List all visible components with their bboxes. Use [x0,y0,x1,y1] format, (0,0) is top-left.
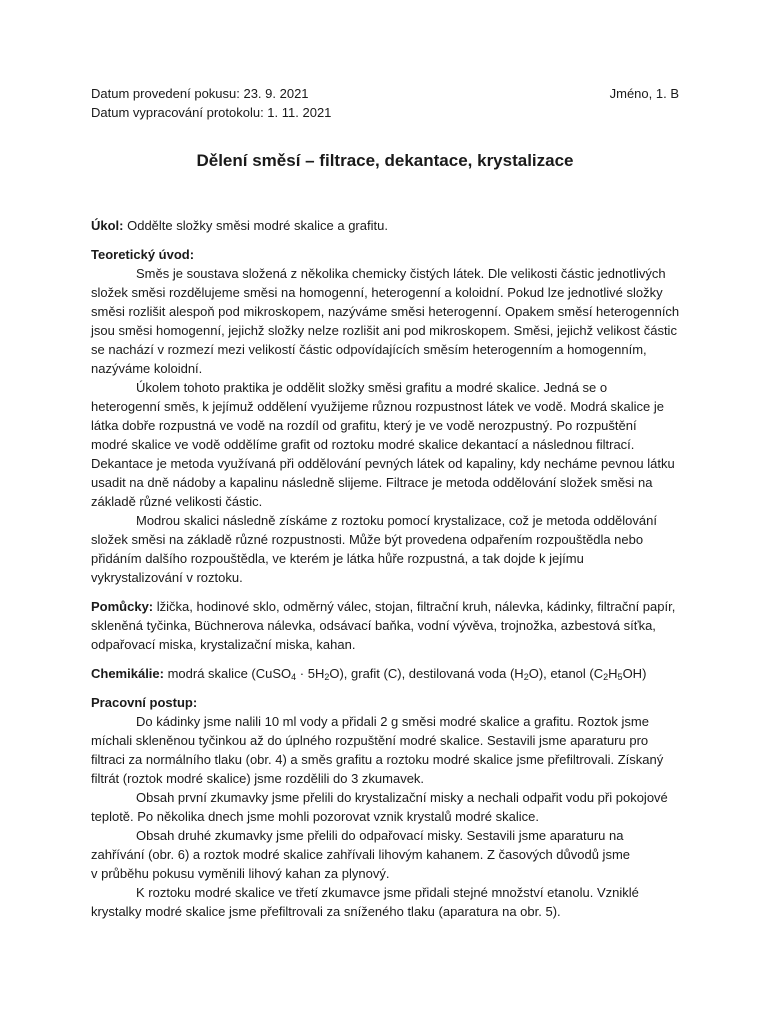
subscript: 4 [291,672,297,682]
chemicals-text: · 5H [296,666,325,681]
theory-line: nazýváme koloidní. [91,361,203,376]
procedure-line: Obsah první zkumavky jsme přelili do krystalizační misky a nechali odpařit vodu při pokojové [136,790,668,805]
subscript: 2 [523,672,529,682]
theory-line: složek směsi na základě různé rozpustnosti. Může být provedena odpařením rozpouštědla nebo [91,532,644,547]
theory-line: látka dobře rozpustná ve vodě na rozdíl od grafitu, který je ve vodě nerozpustný. Po rozpuštění [91,418,637,433]
theory-heading: Teoretický úvod: [91,247,195,262]
theory-line: se nachází v rozmezí mezi velikostí částic odpovídajících směsím heterogenním a homogenním, [91,342,647,357]
theory-line: základě různé velikosti částic. [91,494,263,509]
date-performed: Datum provedení pokusu: 23. 9. 2021 [91,86,309,101]
procedure-line: Do kádinky jsme nalili 10 ml vody a přidali 2 g směsi modré skalice a grafitu. Roztok jsme [136,714,649,729]
subscript: 2 [324,672,330,682]
theory-line: Úkolem tohoto praktika je oddělit složky směsi grafitu a modré skalice. Jedná se o [136,380,608,395]
date-processed: Datum vypracování protokolu: 1. 11. 2021 [91,105,332,120]
theory-line: Směs je soustava složená z několika chemicky čistých látek. Dle velikosti částic jednotlivých [136,266,666,281]
theory-line: usadit na dně nádoby a kapalinu následně slijeme. Filtrace je metoda oddělování složek směsi na [91,475,653,490]
theory-line: složek směsi rozdělujeme směsi na homogenní, heterogenní a koloidní. Pokud lze jednotlivé složky [91,285,663,300]
subscript: 5 [617,672,623,682]
theory-line: vykrystalizování v roztoku. [91,570,243,585]
procedure-line: teplotě. Po několika dnech jsme mohli pozorovat vznik krystalů modré skalice. [91,809,539,824]
document-title: Dělení směsí – filtrace, dekantace, krystalizace [196,151,574,170]
chemicals-text: modrá skalice (CuSO [163,666,292,681]
procedure-line: filtraci za normálního tlaku (obr. 4) a směs grafitu a roztoku modré skalice jsme přefiltrovali. Získaný [91,752,664,767]
procedure-line: Obsah druhé zkumavky jsme přelili do odpařovací misky. Sestavili jsme aparaturu na [136,828,624,843]
theory-line: modré skalice ve vodě oddělíme grafit od roztoku modré skalice dekantací a následnou filtrací. [91,437,635,452]
procedure-line: zahřívání (obr. 6) a roztok modré skalice zahřívali lihovým kahanem. Z časových důvodů jsme [91,847,631,862]
chemicals-text: O), grafit (C), destilovaná voda (H [329,666,524,681]
header-row [91,84,679,103]
theory-line: jsou směsi homogenní, jejichž složky nelze rozlišit ani pod mikroskopem. Směsi, jejichž velikost částic [91,323,677,338]
subscript: 2 [603,672,609,682]
tools-section [91,597,679,616]
task-section [91,216,679,235]
tools-line: skleněná tyčinka, Büchnerova nálevka, odsávací baňka, vodní vývěva, trojnožka, azbestová síťka, [91,618,656,633]
chemicals-label: Chemikálie: [91,666,164,681]
tools-line: lžička, hodinové sklo, odměrný válec, stojan, filtrační kruh, nálevka, kádinky, filtrační papír, [153,599,676,614]
theory-line: Dekantace je metoda využívaná při oddělování pevných látek od kapaliny, kdy necháme pevnou látku [91,456,675,471]
chemicals-section [91,664,679,683]
task-text: Oddělte složky směsi modré skalice a grafitu. [123,218,388,233]
tools-line: odpařovací miska, krystalizační miska, kahan. [91,637,356,652]
chemicals-text: O), etanol (C [528,666,604,681]
task-label: Úkol: [91,218,124,233]
procedure-line: K roztoku modré skalice ve třetí zkumavce jsme přidali stejné množství etanolu. Vzniklé [136,885,639,900]
chemicals-text: OH) [622,666,647,681]
theory-line: přidáním dalšího rozpouštědla, ve kterém je látka hůře rozpustná, a tak dojde k jejímu [91,551,584,566]
theory-line: směsi rozlišit alespoň pod mikroskopem, nazýváme směsi heterogenní. Opakem směsí heterogenních [91,304,680,319]
procedure-heading: Pracovní postup: [91,695,198,710]
tools-label: Pomůcky: [91,599,154,614]
student-name: Jméno, 1. B [609,86,679,101]
procedure-line: v průběhu pokusu vyměnili lihový kahan za plynový. [91,866,390,881]
theory-line: heterogenní směs, k jejímuž oddělení využijeme různou rozpustnost látek ve vodě. Modrá skalice je [91,399,665,414]
procedure-line: míchali skleněnou tyčinkou až do úplného rozpuštění modré skalice. Sestavili jsme aparaturu pro [91,733,649,748]
document-page [91,84,679,921]
procedure-line: krystalky modré skalice jsme přefiltrovali za sníženého tlaku (aparatura na obr. 5). [91,904,561,919]
theory-line: Modrou skalici následně získáme z roztoku pomocí krystalizace, což je metoda oddělování [136,513,657,528]
procedure-line: filtrát (roztok modré skalice) jsme rozdělili do 3 zkumavek. [91,771,425,786]
header-row-2 [91,103,679,122]
chemicals-text: H [608,666,618,681]
